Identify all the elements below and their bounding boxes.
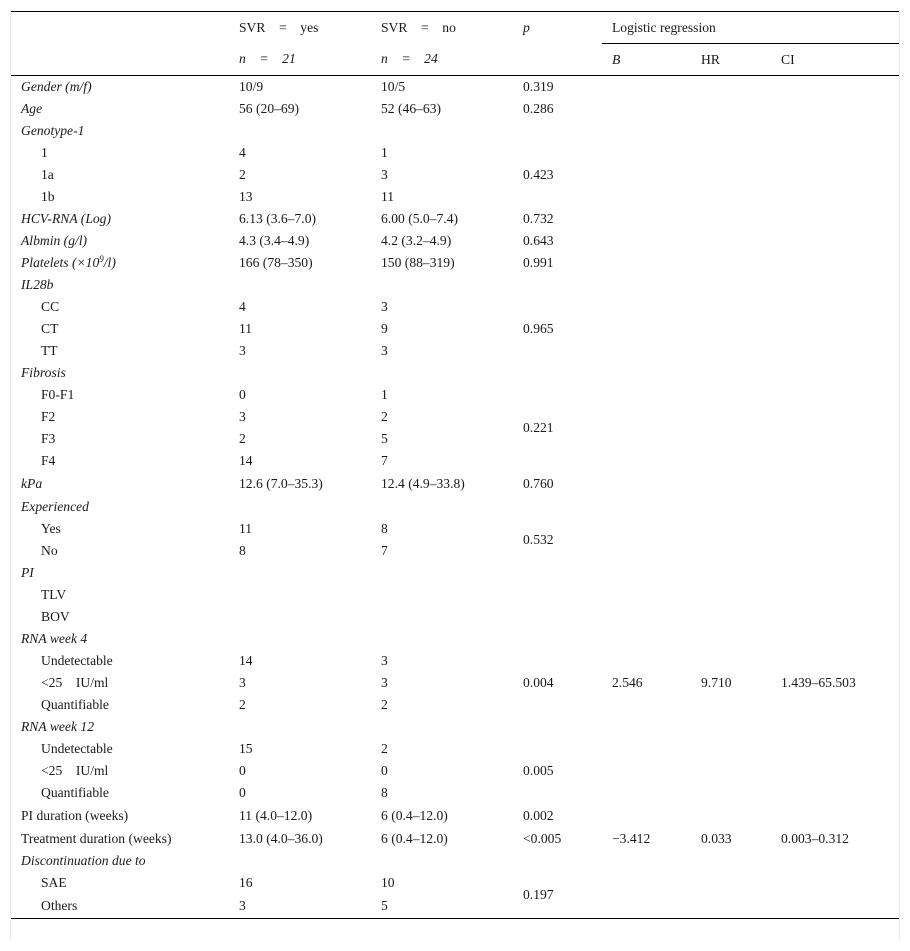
cell-p: 0.643 [523, 233, 554, 248]
table-row [11, 230, 899, 252]
table-body [11, 76, 899, 919]
header-p: p [513, 12, 602, 44]
table-row [11, 296, 899, 318]
cell-svr-no: 3 [381, 653, 388, 668]
table-row [11, 628, 899, 650]
header-n-no: n = 24 [371, 44, 513, 76]
header-empty [11, 12, 229, 44]
cell-svr-no: 6 (0.4–12.0) [381, 808, 448, 823]
cell-svr-yes: 16 [239, 875, 253, 890]
cell-hr: 9.710 [701, 675, 732, 690]
table-row [11, 186, 899, 208]
cell-svr-no: 0 [381, 763, 388, 778]
cell-svr-yes: 12.6 (7.0–35.3) [239, 476, 323, 491]
row-group-label: RNA week 4 [21, 631, 88, 646]
cell-svr-yes: 3 [239, 675, 246, 690]
table-row [11, 606, 899, 628]
table-row [11, 98, 899, 120]
table-row [11, 894, 899, 919]
table-row [11, 562, 899, 584]
cell-svr-yes: 2 [239, 697, 246, 712]
cell-p: 0.004 [523, 675, 554, 690]
cell-svr-no: 5 [371, 894, 513, 919]
cell-svr-no: 3 [381, 675, 388, 690]
cell-svr-no: 5 [381, 431, 388, 446]
cell-svr-yes: 14 [239, 653, 253, 668]
cell-svr-yes: 11 [239, 521, 253, 536]
header-n-yes: n = 21 [229, 44, 371, 76]
cell-p: 0.760 [523, 476, 554, 491]
table-row [11, 142, 899, 164]
row-label: Treatment duration (weeks) [21, 831, 172, 846]
table-row [11, 76, 899, 99]
row-sublabel: 1b [41, 189, 55, 204]
cell-svr-no: 10/5 [381, 79, 406, 94]
cell-svr-no: 1 [381, 145, 388, 160]
cell-p: 0.005 [523, 763, 554, 778]
cell-p: 0.991 [523, 255, 554, 270]
row-sublabel: Undetectable [41, 653, 113, 668]
row-sublabel: Quantifiable [41, 785, 109, 800]
table-row [11, 850, 899, 872]
platelets-label-pre: Platelets (×10 [21, 255, 100, 270]
row-sublabel: TLV [41, 587, 67, 602]
table-row [11, 872, 899, 894]
row-label: Gender (m/f) [21, 79, 92, 94]
cell-svr-yes: 14 [239, 453, 253, 468]
row-sublabel: Yes [41, 521, 61, 536]
cell-svr-yes: 11 [239, 321, 253, 336]
cell-svr-no: 3 [381, 167, 388, 182]
header-logistic-regression: Logistic regression [602, 12, 899, 44]
cell-svr-no: 150 (88–319) [381, 255, 455, 270]
table-row [11, 164, 899, 186]
cell-p: 0.221 [523, 420, 554, 435]
row-group-label: IL28b [21, 277, 54, 292]
table-row [11, 472, 899, 496]
row-sublabel: SAE [41, 875, 67, 890]
cell-p: 0.286 [523, 101, 554, 116]
cell-svr-no: 7 [381, 453, 388, 468]
row-sublabel: 1a [41, 167, 54, 182]
cell-svr-no: 9 [381, 321, 388, 336]
header-svr-no: SVR = no [371, 12, 513, 44]
row-label: Albmin (g/l) [21, 233, 88, 248]
table-row [11, 738, 899, 760]
cell-svr-yes: 15 [239, 741, 253, 756]
cell-svr-no: 2 [381, 741, 388, 756]
cell-b: −3.412 [612, 831, 651, 846]
cell-svr-yes: 6.13 (3.6–7.0) [239, 211, 317, 226]
header-empty-3 [513, 44, 602, 76]
row-sublabel: F3 [41, 431, 56, 446]
cell-p: 0.423 [523, 167, 554, 182]
cell-svr-no: 8 [381, 785, 388, 800]
table-row [11, 208, 899, 230]
header-svr-yes: SVR = yes [229, 12, 371, 44]
table-row [11, 584, 899, 606]
row-group-label: Genotype-1 [21, 123, 85, 138]
cell-svr-no: 8 [381, 521, 388, 536]
table-row [11, 540, 899, 562]
cell-svr-no: 10 [381, 875, 395, 890]
cell-svr-no: 2 [381, 697, 388, 712]
cell-svr-yes: 4 [239, 299, 246, 314]
table-row [11, 428, 899, 450]
row-group-label: RNA week 12 [21, 719, 94, 734]
cell-svr-yes: 4.3 (3.4–4.9) [239, 233, 310, 248]
cell-p: 0.532 [523, 532, 554, 547]
cell-svr-no: 52 (46–63) [381, 101, 442, 116]
platelets-label-post: /l) [103, 255, 116, 270]
cell-p: 0.319 [523, 79, 554, 94]
row-sublabel: CT [41, 321, 59, 336]
row-group-label: Discontinuation due to [21, 853, 146, 868]
cell-svr-yes: 13 [239, 189, 253, 204]
svr-comparison-table [11, 11, 899, 919]
cell-svr-yes: 8 [239, 543, 246, 558]
cell-svr-yes: 3 [239, 343, 246, 358]
table-row [11, 340, 899, 362]
platelets-label-sup: 9 [99, 254, 104, 264]
table-row [11, 274, 899, 296]
cell-svr-yes: 2 [239, 167, 246, 182]
table-row [11, 782, 899, 804]
row-sublabel: <25 IU/ml [41, 763, 109, 778]
row-group-label: Experienced [21, 499, 89, 514]
row-label [11, 252, 229, 274]
cell-ci: 0.003–0.312 [781, 831, 849, 846]
row-sublabel: Others [11, 894, 229, 919]
table-row [11, 804, 899, 828]
table-row [11, 362, 899, 384]
cell-svr-yes: 0 [239, 763, 246, 778]
table-row [11, 650, 899, 672]
table-row [11, 716, 899, 738]
row-group-label: Fibrosis [21, 365, 66, 380]
cell-svr-no: 3 [381, 343, 388, 358]
table-header [11, 12, 899, 76]
cell-svr-no: 6 (0.4–12.0) [381, 831, 448, 846]
cell-svr-yes: 3 [229, 894, 371, 919]
cell-p: <0.005 [523, 831, 562, 846]
row-sublabel: No [41, 543, 58, 558]
table-row [11, 496, 899, 518]
cell-svr-yes: 0 [239, 387, 246, 402]
cell-svr-no: 12.4 (4.9–33.8) [381, 476, 465, 491]
row-group-label: PI [21, 565, 34, 580]
header-ci: CI [771, 44, 899, 76]
header-empty-2 [11, 44, 229, 76]
row-sublabel: <25 IU/ml [41, 675, 109, 690]
cell-svr-no: 3 [381, 299, 388, 314]
table-row [11, 120, 899, 142]
cell-svr-no: 4.2 (3.2–4.9) [381, 233, 452, 248]
cell-p: 0.965 [523, 321, 554, 336]
cell-svr-no: 11 [381, 189, 395, 204]
row-sublabel: Quantifiable [41, 697, 109, 712]
cell-ci: 1.439–65.503 [781, 675, 856, 690]
row-sublabel: Undetectable [41, 741, 113, 756]
cell-svr-yes: 2 [239, 431, 246, 446]
cell-svr-yes: 10/9 [239, 79, 264, 94]
cell-svr-no: 6.00 (5.0–7.4) [381, 211, 459, 226]
table-row [11, 252, 899, 274]
cell-svr-no: 1 [381, 387, 388, 402]
cell-svr-yes: 13.0 (4.0–36.0) [239, 831, 323, 846]
cell-p: 0.002 [523, 808, 554, 823]
cell-svr-yes: 4 [239, 145, 246, 160]
row-label: Age [21, 101, 43, 116]
cell-svr-yes: 56 (20–69) [239, 101, 300, 116]
table-row [11, 518, 899, 540]
row-sublabel: F0-F1 [41, 387, 75, 402]
row-sublabel: CC [41, 299, 60, 314]
cell-svr-yes: 3 [239, 409, 246, 424]
row-sublabel: 1 [41, 145, 48, 160]
cell-svr-yes: 11 (4.0–12.0) [239, 808, 313, 823]
cell-svr-yes: 0 [239, 785, 246, 800]
cell-svr-yes: 166 (78–350) [239, 255, 313, 270]
row-sublabel: BOV [41, 609, 70, 624]
row-label: PI duration (weeks) [21, 808, 129, 823]
header-b: B [602, 44, 691, 76]
row-sublabel: F4 [41, 453, 56, 468]
table-row [11, 384, 899, 406]
cell-p: 0.732 [523, 211, 554, 226]
table-row [11, 450, 899, 472]
row-label: kPa [21, 476, 43, 491]
table-row [11, 318, 899, 340]
row-label: HCV-RNA (Log) [21, 211, 111, 226]
table-row [11, 828, 899, 850]
cell-hr: 0.033 [701, 831, 732, 846]
row-sublabel: TT [41, 343, 58, 358]
cell-p: 0.197 [513, 872, 602, 919]
row-sublabel: F2 [41, 409, 56, 424]
table-row [11, 760, 899, 782]
cell-b: 2.546 [612, 675, 643, 690]
cell-svr-no: 7 [381, 543, 388, 558]
table-row [11, 406, 899, 428]
header-hr: HR [691, 44, 771, 76]
cell-svr-no: 2 [381, 409, 388, 424]
